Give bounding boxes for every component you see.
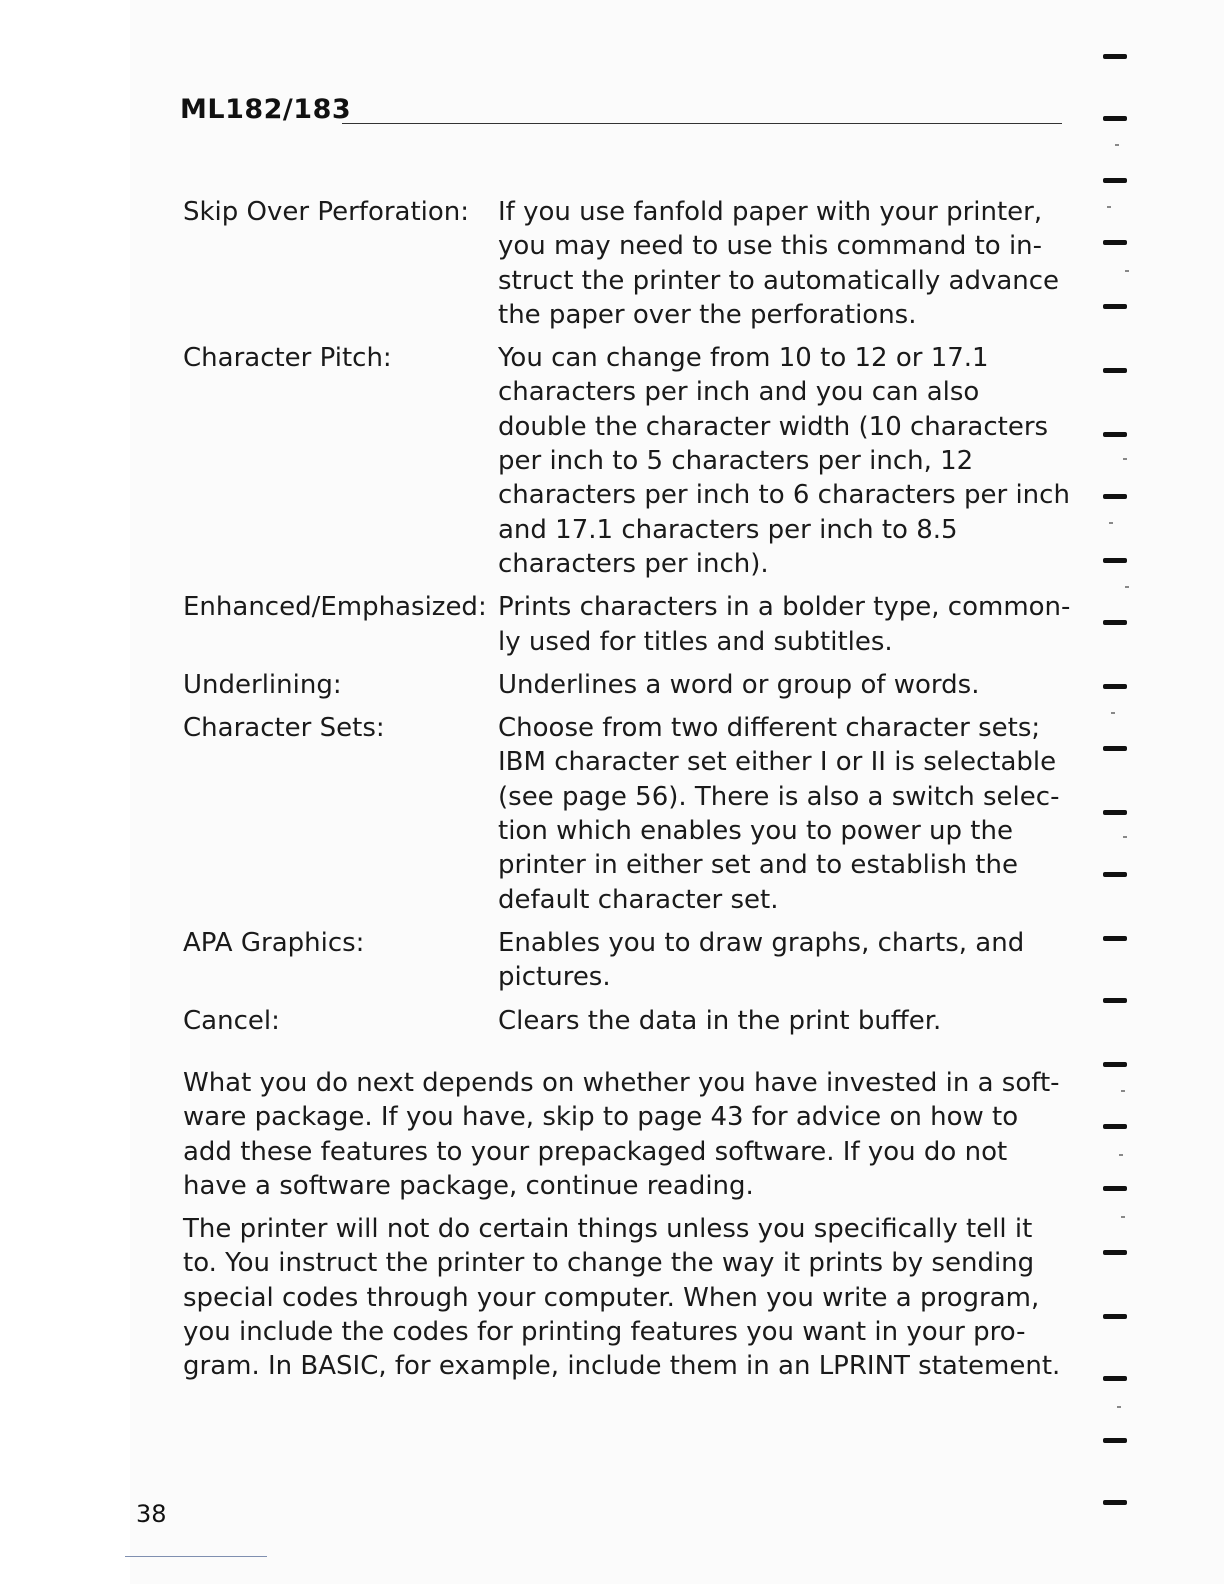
definition-list: [183, 195, 1073, 1047]
body-text: [183, 1066, 1073, 1393]
edge-speck: [1109, 522, 1113, 524]
definition-description: Prints characters in a bolder type, common-ly used for titles and subtitles.: [498, 592, 1071, 657]
footer-rule: [125, 1556, 267, 1557]
definition-term: Skip Over Perforation:: [183, 197, 470, 227]
edge-tab-mark: [1103, 1062, 1127, 1067]
edge-tab-mark: [1103, 368, 1127, 373]
definition-term: Character Pitch:: [183, 343, 392, 374]
edge-speck: [1123, 836, 1127, 838]
edge-speck: [1125, 270, 1129, 272]
edge-tab-mark: [1103, 1186, 1127, 1191]
definition-term: Cancel:: [183, 1005, 280, 1036]
edge-speck: [1117, 1406, 1121, 1408]
definition-description: Choose from two different character sets; IBM character set either I or II is selectable (see page 56). There is also a switch selec-tion which enables you to power up the printer in either set and to establish the default character set.: [498, 713, 1060, 915]
edge-tab-mark: [1103, 998, 1127, 1003]
definition-description: You can change from 10 to 12 or 17.1 characters per inch and you can also double the character width (10 characters per inch to 5 characters per inch, 12 characters per inch to 6 characters per inch and 17.1 characters per inch to 8.5 characters per inch).: [498, 343, 1070, 579]
edge-tab-mark: [1103, 494, 1127, 499]
definition-row-cancel: [183, 1004, 1073, 1038]
edge-speck: [1121, 1216, 1125, 1218]
definition-term: APA Graphics:: [183, 927, 365, 958]
edge-tab-mark: [1103, 936, 1127, 941]
edge-tab-mark: [1103, 684, 1127, 689]
definition-term: Character Sets:: [183, 713, 385, 744]
edge-tab-mark: [1103, 872, 1127, 877]
edge-tab-mark: [1103, 304, 1127, 309]
definition-term: Underlining:: [183, 669, 342, 700]
definition-row-character-pitch: [183, 341, 1073, 581]
definition-row-character-sets: [183, 711, 1073, 917]
definition-term: Enhanced/Emphasized:: [183, 592, 487, 623]
paragraph-printer-codes: The printer will not do certain things unless you specifically tell it to. You instruct the printer to change the way it prints by sending special codes through your computer. When you write a program, you include the codes for printing features you want in your pro-gram. In BASIC, for example, include them in an LPRINT statement.: [183, 1214, 1061, 1382]
edge-tab-mark: [1103, 54, 1127, 59]
edge-speck: [1123, 458, 1127, 460]
edge-tab-mark: [1103, 746, 1127, 751]
paragraph-software-package: What you do next depends on whether you have invested in a soft-ware package. If you have, skip to page 43 for advice on how to add these features to your prepackaged software. If you do not have a software package, continue reading.: [183, 1068, 1060, 1201]
edge-speck: [1111, 712, 1115, 714]
header-rule: [342, 123, 1062, 124]
definition-row-enhanced-emphasized: [183, 590, 1073, 659]
page-margin: [0, 0, 130, 1584]
edge-speck: [1115, 144, 1119, 146]
edge-tab-mark: [1103, 1438, 1127, 1443]
edge-tab-mark: [1103, 178, 1127, 183]
binding-edge-marks: [1095, 0, 1145, 1584]
edge-tab-mark: [1103, 810, 1127, 815]
edge-speck: [1119, 1154, 1123, 1156]
definition-row-skip-over-perforation: [183, 195, 1073, 332]
edge-tab-mark: [1103, 240, 1127, 245]
edge-tab-mark: [1103, 1314, 1127, 1319]
edge-tab-mark: [1103, 1376, 1127, 1381]
definition-description: Enables you to draw graphs, charts, and pictures.: [498, 927, 1025, 993]
edge-tab-mark: [1103, 432, 1127, 437]
definition-description: Clears the data in the print buffer.: [498, 1005, 942, 1036]
edge-tab-mark: [1103, 558, 1127, 563]
edge-speck: [1125, 586, 1129, 588]
header-title: ML182/183: [180, 94, 352, 125]
edge-tab-mark: [1103, 1250, 1127, 1255]
definition-row-underlining: [183, 668, 1073, 702]
edge-tab-mark: [1103, 1124, 1127, 1129]
definition-row-apa-graphics: [183, 926, 1073, 995]
running-head: [180, 94, 1062, 130]
definition-description: If you use fanfold paper with your printer, you may need to use this command to in-struct the printer to automatically advance the paper over the perforations.: [498, 197, 1060, 330]
edge-tab-mark: [1103, 620, 1127, 625]
edge-tab-mark: [1103, 1500, 1127, 1505]
edge-speck: [1121, 1090, 1125, 1092]
definition-description: Underlines a word or group of words.: [498, 669, 980, 700]
page-number: 38: [136, 1500, 167, 1528]
edge-tab-mark: [1103, 116, 1127, 121]
edge-speck: [1107, 206, 1111, 208]
